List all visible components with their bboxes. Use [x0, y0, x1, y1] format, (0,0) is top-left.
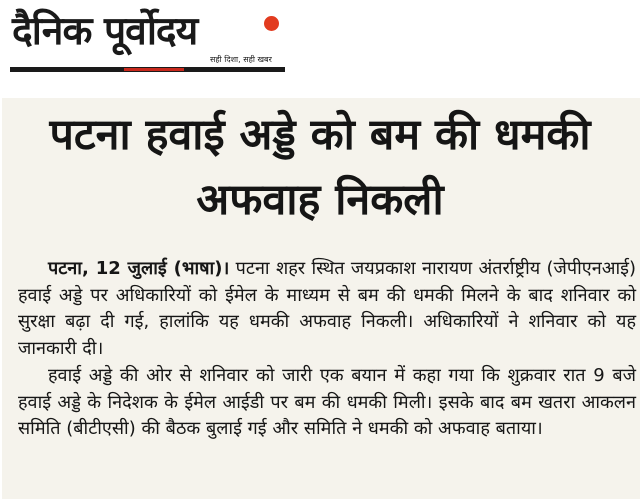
article-paragraph-2: हवाई अड्डे की ओर से शनिवार को जारी एक बयान में कहा गया कि शुक्रवार रात 9 बजे हवाई अड्डे के निदेशक के ईमेल आईडी पर बम की धमकी मिली। इसके बाद बम खतरा आकलन समिति (बीटीएसी) की बैठक बुलाई गई और समिति ने धमकी को अफवाह बताया। — [18, 364, 636, 440]
article-body — [18, 256, 636, 443]
article-paragraph-1 — [18, 256, 636, 363]
masthead-tagline: सही दिशा, सही खबर — [210, 55, 272, 64]
paragraph-1-text: पटना शहर स्थित जयप्रकाश नारायण अंतर्राष्ट्रीय (जेपीएनआई) हवाई अड्डे पर अधिकारियों को ईमेल के माध्यम से बम की धमकी मिलने के बाद शनिवार को सुरक्षा बढ़ा दी गई, हालांकि यह धमकी अफवाह निकली। अधिकारियों ने शनिवार को यह जानकारी दी। — [18, 258, 636, 360]
newspaper-logo: दैनिक पूर्वोदय — [12, 9, 198, 54]
masthead-red-accent — [124, 68, 184, 71]
article-dateline: पटना, 12 जुलाई (भाषा)। — [48, 258, 230, 279]
article-headline: पटना हवाई अड्डे को बम की धमकी अफवाह निकली — [49, 110, 591, 225]
logo-red-dot — [264, 16, 279, 31]
newspaper-masthead — [10, 6, 285, 72]
